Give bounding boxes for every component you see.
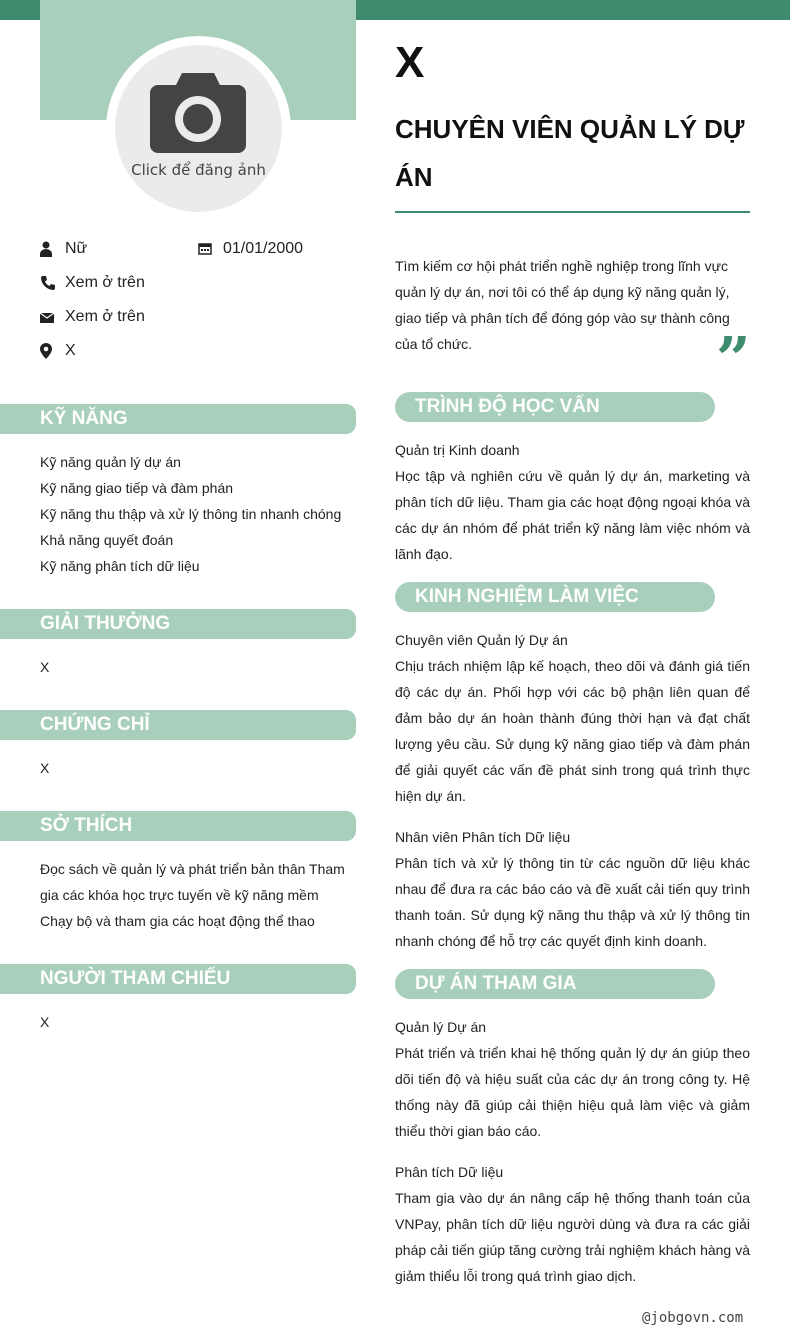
location-pin-icon — [40, 343, 56, 359]
entry-title: Quản trị Kinh doanh — [395, 442, 520, 458]
dob-value: 01/01/2000 — [223, 240, 304, 257]
awards-heading: GIẢI THƯỞNG — [0, 609, 356, 639]
entry-title: Chuyên viên Quản lý Dự án — [395, 632, 568, 648]
calendar-icon — [198, 241, 214, 257]
list-item: Kỹ năng thu thập và xử lý thông tin nhanh chóng — [40, 506, 342, 522]
phone-value: Xem ở trên — [65, 274, 145, 291]
entry-description: Tham gia vào dự án nâng cấp hệ thống thanh toán của VNPay, phân tích dữ liệu người dùng và đưa ra các giải pháp cải tiến giúp tăng cường trải nghiệm khách hàng và giảm thiểu lỗi trong quá trình giao dịch. — [395, 1190, 750, 1284]
quote-icon: ” — [716, 325, 751, 395]
title-divider — [395, 211, 750, 213]
address-value: X — [65, 342, 76, 359]
education-heading: TRÌNH ĐỘ HỌC VẤN — [395, 392, 715, 422]
avatar-upload[interactable] — [115, 45, 282, 212]
candidate-name: X — [395, 38, 425, 87]
awards-text: X — [40, 659, 50, 675]
hobbies-heading: SỞ THÍCH — [0, 811, 356, 841]
skills-list — [40, 449, 341, 579]
photo-caption: Click để đăng ảnh — [131, 161, 266, 179]
references-text: X — [40, 1014, 50, 1030]
list-item: Kỹ năng phân tích dữ liệu — [40, 558, 200, 574]
certificates-heading: CHỨNG CHỈ — [0, 710, 356, 740]
experience-entry — [395, 824, 750, 954]
camera-icon — [148, 69, 248, 157]
entry-description: Phát triển và triển khai hệ thống quản lý dự án giúp theo dõi tiến độ và hiệu suất của các dự án trong công ty. Hệ thống này đã giúp cải thiện hiệu quả làm việc và giảm thiểu thời gian báo cáo. — [395, 1045, 750, 1139]
project-entry — [395, 1159, 750, 1289]
career-objective: Tìm kiếm cơ hội phát triển nghề nghiệp trong lĩnh vực quản lý dự án, nơi tôi có thể áp dụng kỹ năng quản lý, giao tiếp và phân tích để đóng góp vào sự thành công của tổ chức. — [395, 258, 730, 352]
gender-value: Nữ — [65, 240, 88, 257]
phone-icon — [40, 275, 56, 291]
hobbies-text: Đọc sách về quản lý và phát triển bản thân Tham gia các khóa học trực tuyến về kỹ năng mềm Chạy bộ và tham gia các hoạt động thể thao — [40, 861, 345, 929]
entry-title: Phân tích Dữ liệu — [395, 1164, 504, 1180]
skills-heading: KỸ NĂNG — [0, 404, 356, 434]
entry-description: Học tập và nghiên cứu về quản lý dự án, marketing và phân tích dữ liệu. Tham gia các hoạt động ngoại khóa và các dự án nhóm để phát triển kỹ năng làm việc nhóm và lãnh đạo. — [395, 468, 750, 562]
list-item: Kỹ năng quản lý dự án — [40, 454, 181, 470]
experience-entry — [395, 627, 750, 809]
projects-heading: DỰ ÁN THAM GIA — [395, 969, 715, 999]
entry-description: Chịu trách nhiệm lập kế hoạch, theo dõi và đánh giá tiến độ các dự án. Phối hợp với các bộ phận liên quan để đảm bảo dự án hoàn thành đúng thời hạn và đạt chất lượng yêu cầu. Sử dụng kỹ năng giao tiếp và đàm phán để giải quyết các vấn đề phát sinh trong quá trình thực hiện dự án. — [395, 658, 750, 804]
project-entry — [395, 1014, 750, 1144]
references-heading: NGƯỜI THAM CHIẾU — [0, 964, 356, 994]
envelope-icon — [40, 309, 56, 325]
experience-heading: KINH NGHIỆM LÀM VIỆC — [395, 582, 715, 612]
footer-watermark: @jobgovn.com — [642, 1310, 744, 1326]
email-value: Xem ở trên — [65, 308, 145, 325]
entry-description: Phân tích và xử lý thông tin từ các nguồn dữ liệu khác nhau để đưa ra các báo cáo và đề xuất cải tiến quy trình thanh toán. Sử dụng kỹ năng thu thập và xử lý thông tin nhanh chóng để hỗ trợ các quyết định kinh doanh. — [395, 855, 750, 949]
entry-title: Nhân viên Phân tích Dữ liệu — [395, 829, 571, 845]
education-entry — [395, 437, 750, 567]
list-item: Khả năng quyết đoán — [40, 532, 174, 548]
list-item: Kỹ năng giao tiếp và đàm phán — [40, 480, 234, 496]
entry-title: Quản lý Dự án — [395, 1019, 487, 1035]
certificates-text: X — [40, 760, 50, 776]
user-icon — [40, 241, 56, 257]
job-title: CHUYÊN VIÊN QUẢN LÝ DỰ ÁN — [395, 114, 745, 192]
